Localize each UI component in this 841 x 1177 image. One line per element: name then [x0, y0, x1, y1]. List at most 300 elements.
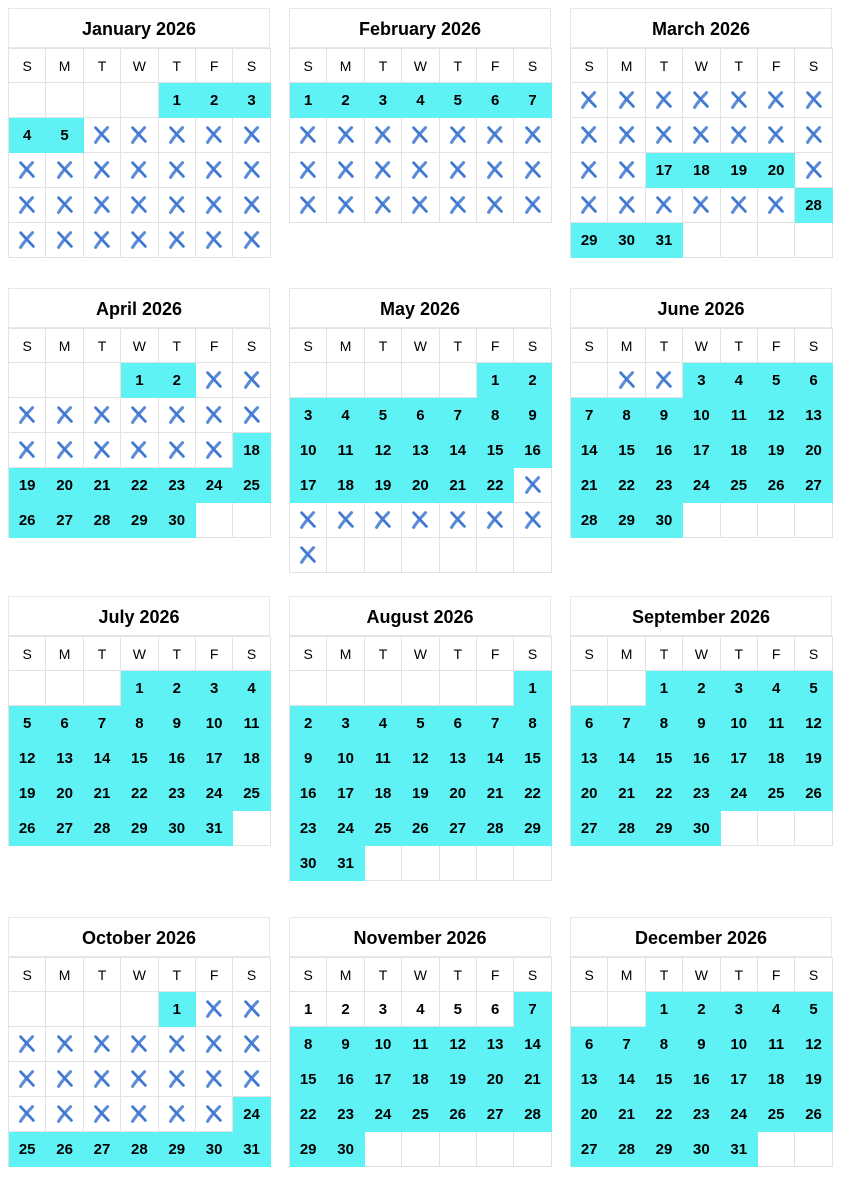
- day-crossed-out-icon: [159, 1097, 196, 1132]
- day-available: 9: [646, 398, 683, 433]
- day-crossed-out-icon: [608, 83, 645, 118]
- day-available: 20: [477, 1062, 514, 1097]
- day-available: 29: [608, 503, 645, 538]
- day-available: 10: [196, 706, 233, 741]
- empty-cell: [477, 538, 514, 573]
- day-available: 5: [365, 398, 402, 433]
- day-crossed-out-icon: [402, 503, 439, 538]
- day-crossed-out-icon: [758, 188, 795, 223]
- day-available: 18: [758, 1062, 795, 1097]
- day-crossed-out-icon: [196, 1062, 233, 1097]
- day-available: 17: [683, 433, 720, 468]
- day-crossed-out-icon: [290, 503, 327, 538]
- empty-cell: [608, 992, 645, 1027]
- weekday-header: W: [402, 636, 439, 671]
- day-available: 21: [84, 776, 121, 811]
- day-available: 28: [84, 503, 121, 538]
- empty-cell: [440, 1132, 477, 1167]
- day-available: 29: [121, 811, 158, 846]
- day-available: 15: [608, 433, 645, 468]
- day-available: 3: [196, 671, 233, 706]
- day-available: 15: [477, 433, 514, 468]
- day-crossed-out-icon: [84, 153, 121, 188]
- day-available: 10: [683, 398, 720, 433]
- weekday-header: S: [571, 636, 608, 671]
- day-crossed-out-icon: [440, 153, 477, 188]
- day-available: 24: [721, 776, 758, 811]
- day-available: 27: [440, 811, 477, 846]
- empty-cell: [440, 846, 477, 881]
- weekday-header: S: [9, 636, 46, 671]
- day-available: 7: [477, 706, 514, 741]
- empty-cell: [365, 363, 402, 398]
- day-crossed-out-icon: [795, 153, 832, 188]
- day-available: 29: [290, 1132, 327, 1167]
- day-crossed-out-icon: [646, 83, 683, 118]
- day-crossed-out-icon: [608, 363, 645, 398]
- day-crossed-out-icon: [84, 1062, 121, 1097]
- day-available: 18: [683, 153, 720, 188]
- day-crossed-out-icon: [402, 118, 439, 153]
- day-available: 12: [758, 398, 795, 433]
- weekday-header: M: [46, 48, 83, 83]
- weekday-header: M: [46, 328, 83, 363]
- empty-cell: [477, 1132, 514, 1167]
- day-available: 5: [402, 706, 439, 741]
- day-available: 28: [608, 811, 645, 846]
- empty-cell: [46, 83, 83, 118]
- day-available: 20: [758, 153, 795, 188]
- day-crossed-out-icon: [514, 118, 551, 153]
- day-available: 23: [327, 1097, 364, 1132]
- weekday-header: M: [327, 636, 364, 671]
- empty-cell: [84, 83, 121, 118]
- day-available: 30: [327, 1132, 364, 1167]
- empty-cell: [233, 811, 270, 846]
- empty-cell: [9, 671, 46, 706]
- day-available: 19: [758, 433, 795, 468]
- day-available: 18: [365, 776, 402, 811]
- month-grid: [8, 328, 270, 538]
- day-plain: 3: [365, 992, 402, 1027]
- weekday-header: T: [646, 48, 683, 83]
- day-crossed-out-icon: [514, 468, 551, 503]
- day-available: 14: [608, 741, 645, 776]
- weekday-header: S: [571, 328, 608, 363]
- day-available: 6: [440, 706, 477, 741]
- month-grid: [289, 328, 551, 573]
- empty-cell: [758, 503, 795, 538]
- weekday-header: T: [159, 957, 196, 992]
- month-grid: [570, 48, 832, 258]
- day-available: 5: [758, 363, 795, 398]
- weekday-header: S: [290, 957, 327, 992]
- empty-cell: [440, 671, 477, 706]
- day-available: 11: [758, 1027, 795, 1062]
- weekday-header: F: [196, 48, 233, 83]
- day-available: 31: [196, 811, 233, 846]
- day-available: 1: [159, 83, 196, 118]
- month-february: [289, 8, 551, 223]
- day-available: 29: [159, 1132, 196, 1167]
- empty-cell: [402, 846, 439, 881]
- day-available: 19: [9, 776, 46, 811]
- day-available: 3: [721, 992, 758, 1027]
- weekday-header: S: [233, 957, 270, 992]
- weekday-header: T: [721, 48, 758, 83]
- day-plain: 4: [402, 992, 439, 1027]
- day-available: 19: [721, 153, 758, 188]
- month-grid: [289, 48, 551, 223]
- weekday-header: F: [196, 636, 233, 671]
- weekday-header: T: [440, 636, 477, 671]
- day-available: 11: [365, 741, 402, 776]
- weekday-header: W: [683, 328, 720, 363]
- day-crossed-out-icon: [159, 433, 196, 468]
- day-available: 20: [46, 776, 83, 811]
- day-available: 17: [365, 1062, 402, 1097]
- day-crossed-out-icon: [196, 223, 233, 258]
- day-available: 16: [683, 741, 720, 776]
- day-available: 28: [121, 1132, 158, 1167]
- day-crossed-out-icon: [233, 118, 270, 153]
- weekday-header: T: [365, 957, 402, 992]
- day-available: 28: [514, 1097, 551, 1132]
- day-available: 24: [683, 468, 720, 503]
- day-available: 20: [46, 468, 83, 503]
- day-available: 11: [721, 398, 758, 433]
- weekday-header: T: [440, 328, 477, 363]
- day-available: 23: [683, 776, 720, 811]
- day-crossed-out-icon: [683, 188, 720, 223]
- day-crossed-out-icon: [159, 1027, 196, 1062]
- day-available: 25: [233, 468, 270, 503]
- day-available: 20: [571, 1097, 608, 1132]
- day-available: 10: [721, 1027, 758, 1062]
- day-available: 25: [758, 776, 795, 811]
- day-crossed-out-icon: [9, 433, 46, 468]
- day-available: 15: [514, 741, 551, 776]
- day-available: 7: [440, 398, 477, 433]
- day-crossed-out-icon: [571, 83, 608, 118]
- day-available: 1: [477, 363, 514, 398]
- day-available: 2: [327, 83, 364, 118]
- day-crossed-out-icon: [196, 433, 233, 468]
- day-available: 25: [402, 1097, 439, 1132]
- month-august: [289, 596, 551, 881]
- day-available: 19: [795, 1062, 832, 1097]
- day-crossed-out-icon: [758, 83, 795, 118]
- day-crossed-out-icon: [683, 118, 720, 153]
- day-crossed-out-icon: [121, 1062, 158, 1097]
- day-available: 2: [514, 363, 551, 398]
- day-available: 26: [758, 468, 795, 503]
- day-available: 12: [402, 741, 439, 776]
- day-available: 18: [327, 468, 364, 503]
- empty-cell: [440, 538, 477, 573]
- day-available: 22: [477, 468, 514, 503]
- day-available: 17: [721, 1062, 758, 1097]
- weekday-header: W: [402, 957, 439, 992]
- day-available: 9: [327, 1027, 364, 1062]
- month-grid: [8, 48, 270, 258]
- day-crossed-out-icon: [477, 503, 514, 538]
- day-available: 23: [159, 776, 196, 811]
- month-grid: [289, 957, 551, 1167]
- day-crossed-out-icon: [121, 433, 158, 468]
- day-crossed-out-icon: [440, 503, 477, 538]
- day-crossed-out-icon: [9, 188, 46, 223]
- month-title: May 2026: [289, 288, 551, 328]
- day-crossed-out-icon: [608, 118, 645, 153]
- empty-cell: [290, 363, 327, 398]
- day-available: 2: [196, 83, 233, 118]
- day-available: 30: [646, 503, 683, 538]
- day-available: 15: [646, 741, 683, 776]
- day-available: 14: [514, 1027, 551, 1062]
- weekday-header: M: [608, 328, 645, 363]
- day-available: 13: [46, 741, 83, 776]
- month-grid: [8, 636, 270, 846]
- day-available: 24: [327, 811, 364, 846]
- day-available: 31: [327, 846, 364, 881]
- day-available: 5: [46, 118, 83, 153]
- day-available: 18: [758, 741, 795, 776]
- day-available: 30: [196, 1132, 233, 1167]
- day-available: 13: [402, 433, 439, 468]
- day-available: 10: [290, 433, 327, 468]
- day-available: 2: [683, 671, 720, 706]
- month-title: March 2026: [570, 8, 832, 48]
- empty-cell: [758, 223, 795, 258]
- day-available: 25: [721, 468, 758, 503]
- weekday-header: M: [608, 636, 645, 671]
- empty-cell: [46, 992, 83, 1027]
- weekday-header: T: [84, 48, 121, 83]
- weekday-header: M: [608, 957, 645, 992]
- day-available: 30: [159, 503, 196, 538]
- day-available: 5: [440, 83, 477, 118]
- day-available: 6: [46, 706, 83, 741]
- day-available: 6: [571, 1027, 608, 1062]
- day-crossed-out-icon: [608, 188, 645, 223]
- day-crossed-out-icon: [608, 153, 645, 188]
- month-grid: [289, 636, 551, 881]
- day-crossed-out-icon: [233, 992, 270, 1027]
- weekday-header: S: [795, 636, 832, 671]
- month-november: [289, 917, 551, 1167]
- day-available: 11: [402, 1027, 439, 1062]
- empty-cell: [514, 538, 551, 573]
- day-available: 29: [514, 811, 551, 846]
- weekday-header: T: [365, 328, 402, 363]
- month-title: October 2026: [8, 917, 270, 957]
- empty-cell: [365, 1132, 402, 1167]
- weekday-header: S: [290, 328, 327, 363]
- day-crossed-out-icon: [46, 223, 83, 258]
- day-crossed-out-icon: [365, 153, 402, 188]
- day-available: 2: [683, 992, 720, 1027]
- day-available: 19: [9, 468, 46, 503]
- month-may: [289, 288, 551, 573]
- day-crossed-out-icon: [795, 118, 832, 153]
- day-available: 8: [608, 398, 645, 433]
- empty-cell: [402, 1132, 439, 1167]
- empty-cell: [721, 811, 758, 846]
- day-available: 26: [440, 1097, 477, 1132]
- day-crossed-out-icon: [121, 153, 158, 188]
- day-crossed-out-icon: [196, 118, 233, 153]
- day-crossed-out-icon: [84, 1097, 121, 1132]
- weekday-header: W: [121, 636, 158, 671]
- day-available: 20: [402, 468, 439, 503]
- day-available: 12: [440, 1027, 477, 1062]
- empty-cell: [365, 671, 402, 706]
- day-crossed-out-icon: [121, 398, 158, 433]
- weekday-header: W: [121, 48, 158, 83]
- day-crossed-out-icon: [571, 153, 608, 188]
- day-crossed-out-icon: [440, 188, 477, 223]
- day-available: 16: [290, 776, 327, 811]
- day-available: 30: [159, 811, 196, 846]
- day-available: 11: [758, 706, 795, 741]
- day-available: 29: [121, 503, 158, 538]
- day-crossed-out-icon: [795, 83, 832, 118]
- day-available: 11: [233, 706, 270, 741]
- empty-cell: [402, 538, 439, 573]
- weekday-header: W: [683, 957, 720, 992]
- day-available: 10: [327, 741, 364, 776]
- day-available: 9: [683, 706, 720, 741]
- day-available: 1: [290, 83, 327, 118]
- day-crossed-out-icon: [646, 188, 683, 223]
- day-crossed-out-icon: [84, 433, 121, 468]
- weekday-header: S: [514, 328, 551, 363]
- day-available: 1: [121, 363, 158, 398]
- day-available: 19: [795, 741, 832, 776]
- day-available: 5: [795, 992, 832, 1027]
- day-available: 23: [646, 468, 683, 503]
- weekday-header: T: [365, 636, 402, 671]
- empty-cell: [46, 671, 83, 706]
- day-available: 4: [9, 118, 46, 153]
- empty-cell: [440, 363, 477, 398]
- month-title: June 2026: [570, 288, 832, 328]
- day-available: 1: [646, 992, 683, 1027]
- weekday-header: M: [46, 636, 83, 671]
- day-crossed-out-icon: [514, 153, 551, 188]
- day-available: 4: [402, 83, 439, 118]
- day-available: 27: [571, 1132, 608, 1167]
- day-crossed-out-icon: [365, 188, 402, 223]
- day-crossed-out-icon: [121, 1097, 158, 1132]
- weekday-header: S: [571, 957, 608, 992]
- day-available: 21: [84, 468, 121, 503]
- day-available: 4: [758, 671, 795, 706]
- weekday-header: T: [646, 957, 683, 992]
- weekday-header: T: [84, 328, 121, 363]
- empty-cell: [571, 992, 608, 1027]
- day-crossed-out-icon: [233, 153, 270, 188]
- day-available: 2: [159, 671, 196, 706]
- day-crossed-out-icon: [46, 1097, 83, 1132]
- weekday-header: T: [84, 957, 121, 992]
- day-crossed-out-icon: [477, 153, 514, 188]
- weekday-header: F: [196, 328, 233, 363]
- empty-cell: [571, 363, 608, 398]
- day-available: 6: [571, 706, 608, 741]
- day-available: 21: [440, 468, 477, 503]
- day-available: 9: [514, 398, 551, 433]
- day-crossed-out-icon: [233, 398, 270, 433]
- day-available: 4: [758, 992, 795, 1027]
- day-available: 24: [196, 468, 233, 503]
- weekday-header: M: [46, 957, 83, 992]
- day-available: 14: [440, 433, 477, 468]
- empty-cell: [683, 503, 720, 538]
- weekday-header: T: [84, 636, 121, 671]
- month-july: [8, 596, 270, 846]
- day-available: 12: [9, 741, 46, 776]
- day-available: 8: [514, 706, 551, 741]
- day-available: 27: [84, 1132, 121, 1167]
- day-available: 31: [233, 1132, 270, 1167]
- empty-cell: [402, 363, 439, 398]
- day-crossed-out-icon: [46, 188, 83, 223]
- empty-cell: [84, 363, 121, 398]
- day-available: 19: [402, 776, 439, 811]
- day-crossed-out-icon: [9, 1062, 46, 1097]
- day-plain: 6: [477, 992, 514, 1027]
- day-available: 2: [290, 706, 327, 741]
- weekday-header: S: [233, 48, 270, 83]
- month-title: July 2026: [8, 596, 270, 636]
- empty-cell: [683, 223, 720, 258]
- day-available: 7: [84, 706, 121, 741]
- day-available: 18: [402, 1062, 439, 1097]
- day-available: 27: [46, 811, 83, 846]
- weekday-header: S: [290, 48, 327, 83]
- day-available: 20: [571, 776, 608, 811]
- day-crossed-out-icon: [121, 188, 158, 223]
- weekday-header: T: [721, 957, 758, 992]
- day-available: 8: [477, 398, 514, 433]
- day-crossed-out-icon: [514, 188, 551, 223]
- day-available: 1: [646, 671, 683, 706]
- day-crossed-out-icon: [290, 538, 327, 573]
- weekday-header: T: [646, 636, 683, 671]
- day-crossed-out-icon: [196, 188, 233, 223]
- empty-cell: [758, 811, 795, 846]
- day-crossed-out-icon: [683, 83, 720, 118]
- day-available: 23: [159, 468, 196, 503]
- month-september: [570, 596, 832, 846]
- day-available: 21: [608, 1097, 645, 1132]
- day-available: 20: [795, 433, 832, 468]
- day-crossed-out-icon: [159, 223, 196, 258]
- empty-cell: [9, 363, 46, 398]
- month-title: April 2026: [8, 288, 270, 328]
- day-crossed-out-icon: [121, 118, 158, 153]
- month-title: February 2026: [289, 8, 551, 48]
- month-march: [570, 8, 832, 258]
- weekday-header: W: [683, 48, 720, 83]
- day-crossed-out-icon: [46, 433, 83, 468]
- day-available: 7: [571, 398, 608, 433]
- day-available: 3: [721, 671, 758, 706]
- weekday-header: W: [121, 957, 158, 992]
- month-grid: [570, 328, 832, 538]
